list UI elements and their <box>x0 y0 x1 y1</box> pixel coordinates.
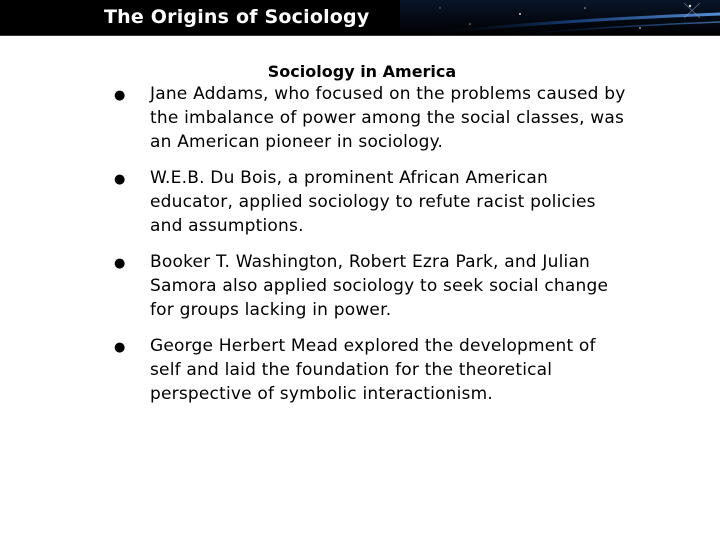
bullet-icon: ● <box>114 88 126 103</box>
section-subtitle: Sociology in America <box>267 62 457 81</box>
bullet-icon: ● <box>114 340 126 355</box>
bullet-text: W.E.B. Du Bois, a prominent African American educator, applied sociology to refute racist policies and assumptions. <box>150 168 596 236</box>
bullet-item <box>112 250 632 322</box>
bullet-text: Jane Addams, who focused on the problems caused by the imbalance of power among the social classes, was an American pioneer in sociology. <box>150 84 626 152</box>
bullet-item <box>112 166 632 238</box>
title-bar <box>0 0 720 36</box>
bullet-text: Booker T. Washington, Robert Ezra Park, and Julian Samora also applied sociology to seek social change for groups lacking in power. <box>150 252 609 320</box>
bullet-item <box>112 334 632 406</box>
bullet-icon: ● <box>114 256 126 271</box>
bullet-icon: ● <box>114 172 126 187</box>
bullet-list <box>112 82 632 418</box>
slide-title: The Origins of Sociology <box>104 6 370 28</box>
bullet-item <box>112 82 632 154</box>
bullet-text: George Herbert Mead explored the development of self and laid the foundation for the theoretical perspective of symbolic interactionism. <box>150 336 596 404</box>
